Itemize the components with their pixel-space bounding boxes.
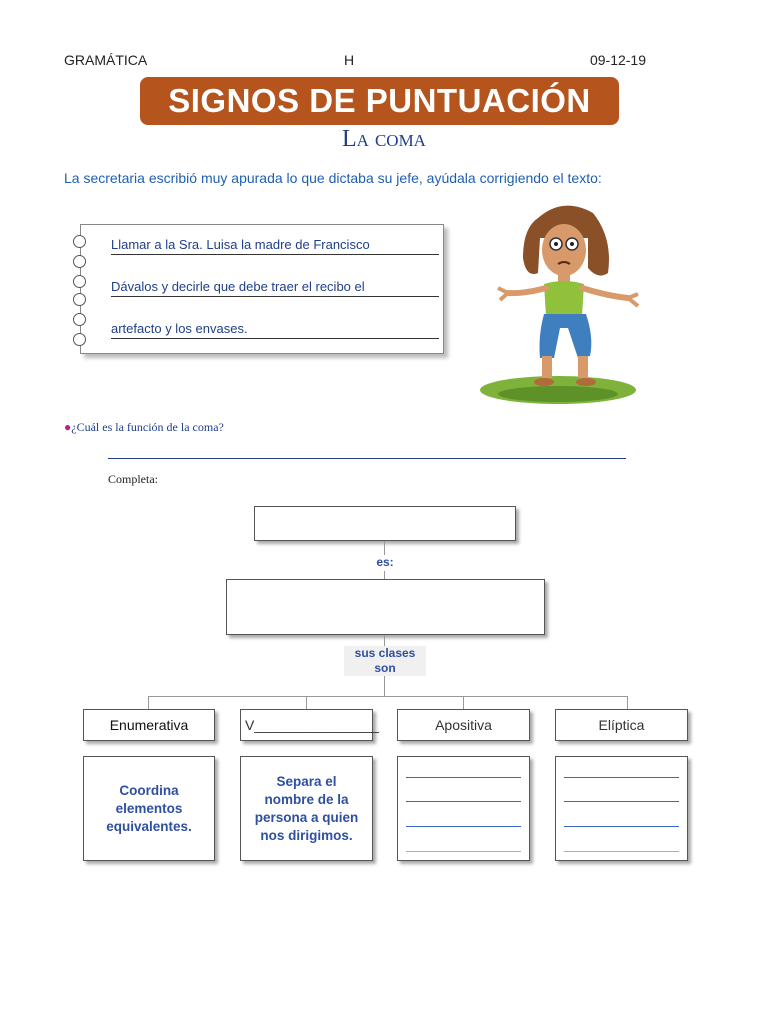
bullet-icon: ● (64, 420, 72, 434)
connector-classes-line1: sus clases (354, 646, 416, 660)
desc-eliptica[interactable] (555, 756, 688, 861)
blank-line[interactable] (406, 826, 521, 827)
desc-line: Coordina (119, 782, 179, 798)
concept-box[interactable] (226, 579, 545, 635)
desc-line: persona a quien (254, 809, 359, 825)
desc-line: Separa el (276, 773, 337, 789)
header-date: 09-12-19 (589, 52, 646, 68)
desc-line: nombre de la (264, 791, 349, 807)
ring-icon (73, 235, 86, 248)
woman-illustration (478, 198, 658, 410)
note-line: artefacto y los envases. (111, 321, 439, 339)
subtitle: La coma (342, 126, 426, 152)
complete-label: Completa: (108, 472, 158, 486)
header-subject: GRAMÁTICA (64, 52, 148, 68)
blank-line[interactable] (406, 777, 521, 778)
title-banner: SIGNOS DE PUNTUACIÓN (140, 77, 619, 125)
connector-line (148, 696, 628, 697)
header (64, 52, 646, 70)
desc-vocativa (240, 756, 373, 861)
connector-es: es: (376, 555, 394, 569)
connector-line (384, 571, 385, 579)
definition-box[interactable] (254, 506, 516, 541)
instruction-text: La secretaria escribió muy apurada lo que dictaba su jefe, ayúdala corrigiendo el texto: (64, 170, 602, 186)
connector-line (148, 696, 149, 709)
question-text: ¿Cuál es la función de la coma? (71, 420, 224, 434)
class-apositiva: Apositiva (397, 709, 530, 741)
note-line: Llamar a la Sra. Luisa la madre de Francisco (111, 237, 439, 255)
desc-enumerativa (83, 756, 215, 861)
connector-line (384, 676, 385, 696)
ring-icon (73, 275, 86, 288)
note-line: Dávalos y decirle que debe traer el recibo el (111, 279, 439, 297)
connector-line (463, 696, 464, 709)
question (64, 420, 224, 435)
notepad (80, 224, 444, 354)
class-vocativa[interactable]: V________________ (240, 709, 373, 741)
desc-line: equivalentes. (106, 818, 192, 834)
desc-line: elementos (115, 800, 183, 816)
blank-line[interactable] (564, 826, 679, 827)
connector-classes (344, 646, 426, 676)
ring-icon (73, 255, 86, 268)
blank-line[interactable] (564, 777, 679, 778)
blank-line[interactable] (564, 801, 679, 802)
class-enumerativa: Enumerativa (83, 709, 215, 741)
connector-line (384, 541, 385, 555)
header-section: H (344, 52, 355, 68)
ring-icon (73, 293, 86, 306)
ring-icon (73, 313, 86, 326)
blank-line[interactable] (564, 851, 679, 852)
connector-line (627, 696, 628, 709)
desc-apositiva[interactable] (397, 756, 530, 861)
desc-line: nos dirigimos. (260, 827, 353, 843)
answer-line[interactable] (108, 458, 626, 459)
connector-line (306, 696, 307, 709)
blank-line[interactable] (406, 851, 521, 852)
class-eliptica: Elíptica (555, 709, 688, 741)
ring-icon (73, 333, 86, 346)
connector-classes-line2: son (374, 661, 396, 675)
blank-line[interactable] (406, 801, 521, 802)
